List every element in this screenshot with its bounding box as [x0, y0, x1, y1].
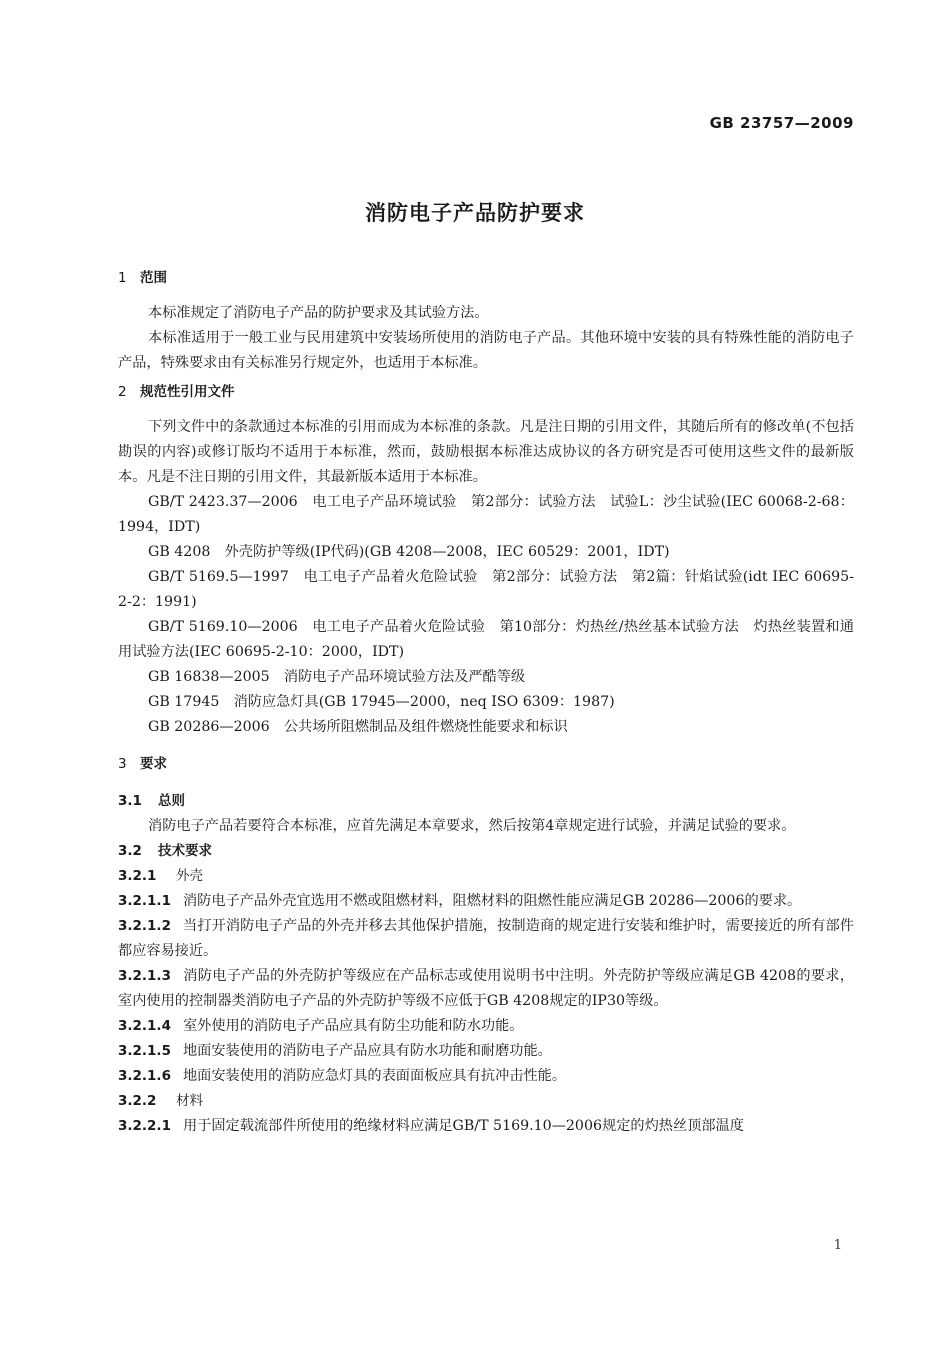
clause-text: 地面安装使用的消防应急灯具的表面面板应具有抗冲击性能。 — [182, 1068, 567, 1084]
clause-number: 3.2.1.1 — [118, 893, 171, 909]
subsection-heading-materials — [118, 1089, 854, 1114]
paragraph: 消防电子产品若要符合本标准，应首先满足本章要求，然后按第4章规定进行试验，并满足试验的要求。 — [148, 818, 796, 834]
subsection-number: 3.2.2 — [118, 1093, 157, 1109]
clause — [118, 1064, 854, 1089]
clause — [118, 1039, 854, 1064]
subsection-title: 外壳 — [176, 868, 203, 884]
clause — [118, 964, 854, 1014]
document-body — [118, 266, 854, 1139]
clause — [118, 1114, 854, 1139]
clause-text: 消防电子产品的外壳防护等级应在产品标志或使用说明书中注明。外壳防护等级应满足GB 4208的要求，室内使用的控制器类消防电子产品的外壳防护等级不应低于GB 4208规定的IP30等级。 — [118, 968, 854, 1009]
section-heading-normative-references — [118, 380, 854, 405]
reference-item: GB/T 5169.10—2006 电工电子产品着火危险试验 第10部分：灼热丝/热丝基本试验方法 灼热丝装置和通用试验方法(IEC 60695-2-10：2000，IDT) — [118, 619, 854, 660]
subsection-heading-technical-requirements — [118, 839, 854, 864]
clause-number: 3.2.1.3 — [118, 968, 171, 984]
clause — [118, 889, 854, 914]
clause-text: 地面安装使用的消防电子产品应具有防水功能和耐磨功能。 — [182, 1043, 552, 1059]
reference-item: GB/T 5169.5—1997 电工电子产品着火危险试验 第2部分：试验方法 第2篇：针焰试验(idt IEC 60695-2-2：1991) — [118, 569, 854, 610]
section-title: 范围 — [140, 270, 167, 286]
clause — [118, 914, 854, 964]
paragraph: 本标准适用于一般工业与民用建筑中安装场所使用的消防电子产品。其他环境中安装的具有特殊性能的消防电子产品，特殊要求由有关标准另行规定外，也适用于本标准。 — [118, 330, 854, 371]
section-heading-scope — [118, 266, 854, 291]
clause-number: 3.2.2.1 — [118, 1118, 171, 1134]
clause-number: 3.2.1.2 — [118, 918, 171, 934]
subsection-number: 3.2 — [118, 843, 142, 859]
section-title: 要求 — [140, 756, 167, 772]
reference-item: GB 17945 消防应急灯具(GB 17945—2000，neq ISO 6309：1987) — [148, 694, 615, 710]
paragraph: 下列文件中的条款通过本标准的引用而成为本标准的条款。凡是注日期的引用文件，其随后所有的修改单(不包括勘误的内容)或修订版均不适用于本标准，然而，鼓励根据本标准达成协议的各方研究是否可使用这些文件的最新版本。凡是不注日期的引用文件，其最新版本适用于本标准。 — [118, 419, 854, 485]
subsection-number: 3.2.1 — [118, 868, 157, 884]
subsection-title: 总则 — [158, 793, 185, 809]
clause-text: 用于固定载流部件所使用的绝缘材料应满足GB/T 5169.10—2006规定的灼热丝顶部温度 — [182, 1118, 744, 1134]
reference-item: GB 16838—2005 消防电子产品环境试验方法及严酷等级 — [148, 669, 526, 685]
page-number: 1 — [833, 1238, 842, 1253]
clause — [118, 1014, 854, 1039]
section-title: 规范性引用文件 — [140, 384, 235, 400]
section-number: 2 — [118, 384, 127, 400]
section-number: 3 — [118, 756, 127, 772]
clause-text: 消防电子产品外壳宜选用不燃或阻燃材料，阻燃材料的阻燃性能应满足GB 20286—2006的要求。 — [182, 893, 802, 909]
section-heading-requirements — [118, 752, 854, 777]
reference-item: GB 4208 外壳防护等级(IP代码)(GB 4208—2008，IEC 60529：2001，IDT) — [148, 544, 670, 560]
reference-item: GB/T 2423.37—2006 电工电子产品环境试验 第2部分：试验方法 试验L：沙尘试验(IEC 60068-2-68：1994，IDT) — [118, 494, 854, 535]
subsection-heading-enclosure — [118, 864, 854, 889]
section-number: 1 — [118, 270, 127, 286]
subsection-number: 3.1 — [118, 793, 142, 809]
paragraph: 本标准规定了消防电子产品的防护要求及其试验方法。 — [148, 305, 489, 321]
standard-number: GB 23757—2009 — [709, 114, 854, 132]
clause-number: 3.2.1.4 — [118, 1018, 171, 1034]
reference-item: GB 20286—2006 公共场所阻燃制品及组件燃烧性能要求和标识 — [148, 719, 568, 735]
clause-text: 室外使用的消防电子产品应具有防尘功能和防水功能。 — [182, 1018, 524, 1034]
clause-text: 当打开消防电子产品的外壳并移去其他保护措施，按制造商的规定进行安装和维护时，需要接近的所有部件都应容易接近。 — [118, 918, 854, 959]
document-title: 消防电子产品防护要求 — [365, 201, 585, 225]
clause-number: 3.2.1.6 — [118, 1068, 171, 1084]
subsection-title: 材料 — [176, 1093, 203, 1109]
subsection-heading-general — [118, 789, 854, 814]
subsection-title: 技术要求 — [158, 843, 212, 859]
clause-number: 3.2.1.5 — [118, 1043, 171, 1059]
